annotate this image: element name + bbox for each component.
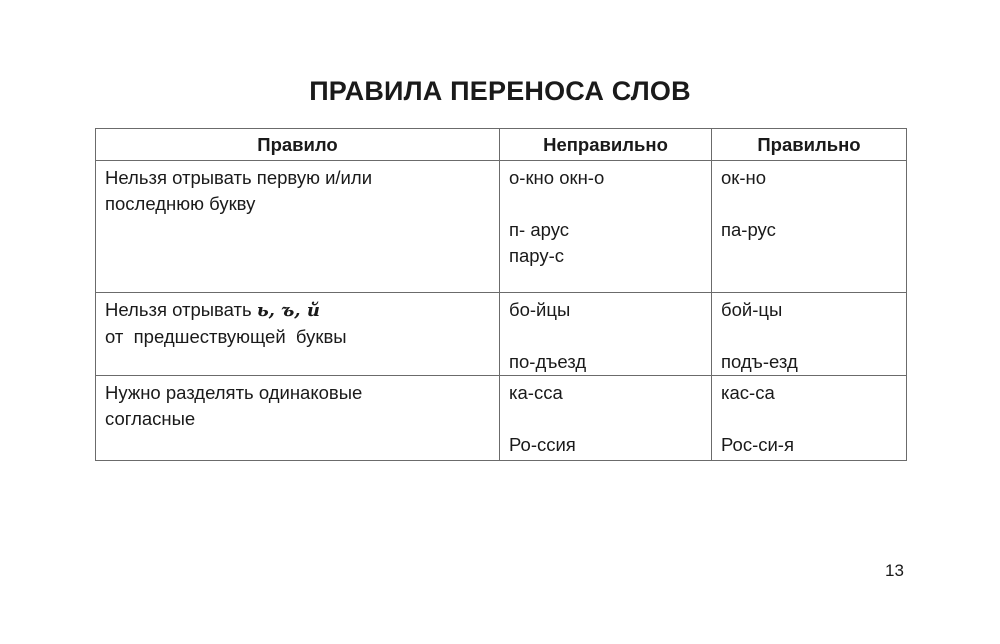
right-cell (712, 293, 907, 376)
rule-cell (96, 376, 500, 461)
header-right: Правильно (712, 129, 907, 161)
rule-cell (96, 293, 500, 376)
header-wrong: Неправильно (500, 129, 712, 161)
wrong-cell (500, 293, 712, 376)
right-example: кас-са (721, 382, 775, 403)
page-number: 13 (885, 561, 904, 580)
rule-text-line: Нужно разделять одинаковые (105, 382, 363, 403)
rule-text-prefix: Нельзя отрывать (105, 299, 257, 320)
header-rule: Правило (96, 129, 500, 161)
wrong-example: п- арус (509, 219, 569, 240)
wrong-cell (500, 161, 712, 293)
rule-text-line (105, 297, 490, 324)
right-example: бой-цы (721, 299, 783, 320)
table-row (96, 293, 907, 376)
right-example: ок-но (721, 167, 767, 188)
rule-cell (96, 161, 500, 293)
table-row (96, 376, 907, 461)
wrong-example: ка-сса (509, 382, 563, 403)
wrong-example: пару-с (509, 245, 565, 266)
wrong-example: по-дъезд (509, 351, 587, 372)
page-title: ПРАВИЛА ПЕРЕНОСА СЛОВ (309, 76, 691, 106)
rule-text-line: от предшествующей буквы (105, 326, 347, 347)
right-example: Рос-си-я (721, 434, 794, 455)
rule-text-line: последнюю букву (105, 193, 256, 214)
table-header-row (96, 129, 907, 161)
wrong-cell (500, 376, 712, 461)
rule-text-line: Нельзя отрывать первую и/или (105, 167, 373, 188)
rules-table (95, 128, 907, 461)
right-example: па-рус (721, 219, 776, 240)
right-example: подъ-езд (721, 351, 798, 372)
table-row (96, 161, 907, 293)
right-cell (712, 376, 907, 461)
right-cell (712, 161, 907, 293)
wrong-example: о-кно окн-о (509, 167, 605, 188)
rule-letters: ь, ъ, й (256, 300, 320, 321)
rule-text-line: согласные (105, 408, 196, 429)
wrong-example: бо-йцы (509, 299, 571, 320)
wrong-example: Ро-ссия (509, 434, 576, 455)
